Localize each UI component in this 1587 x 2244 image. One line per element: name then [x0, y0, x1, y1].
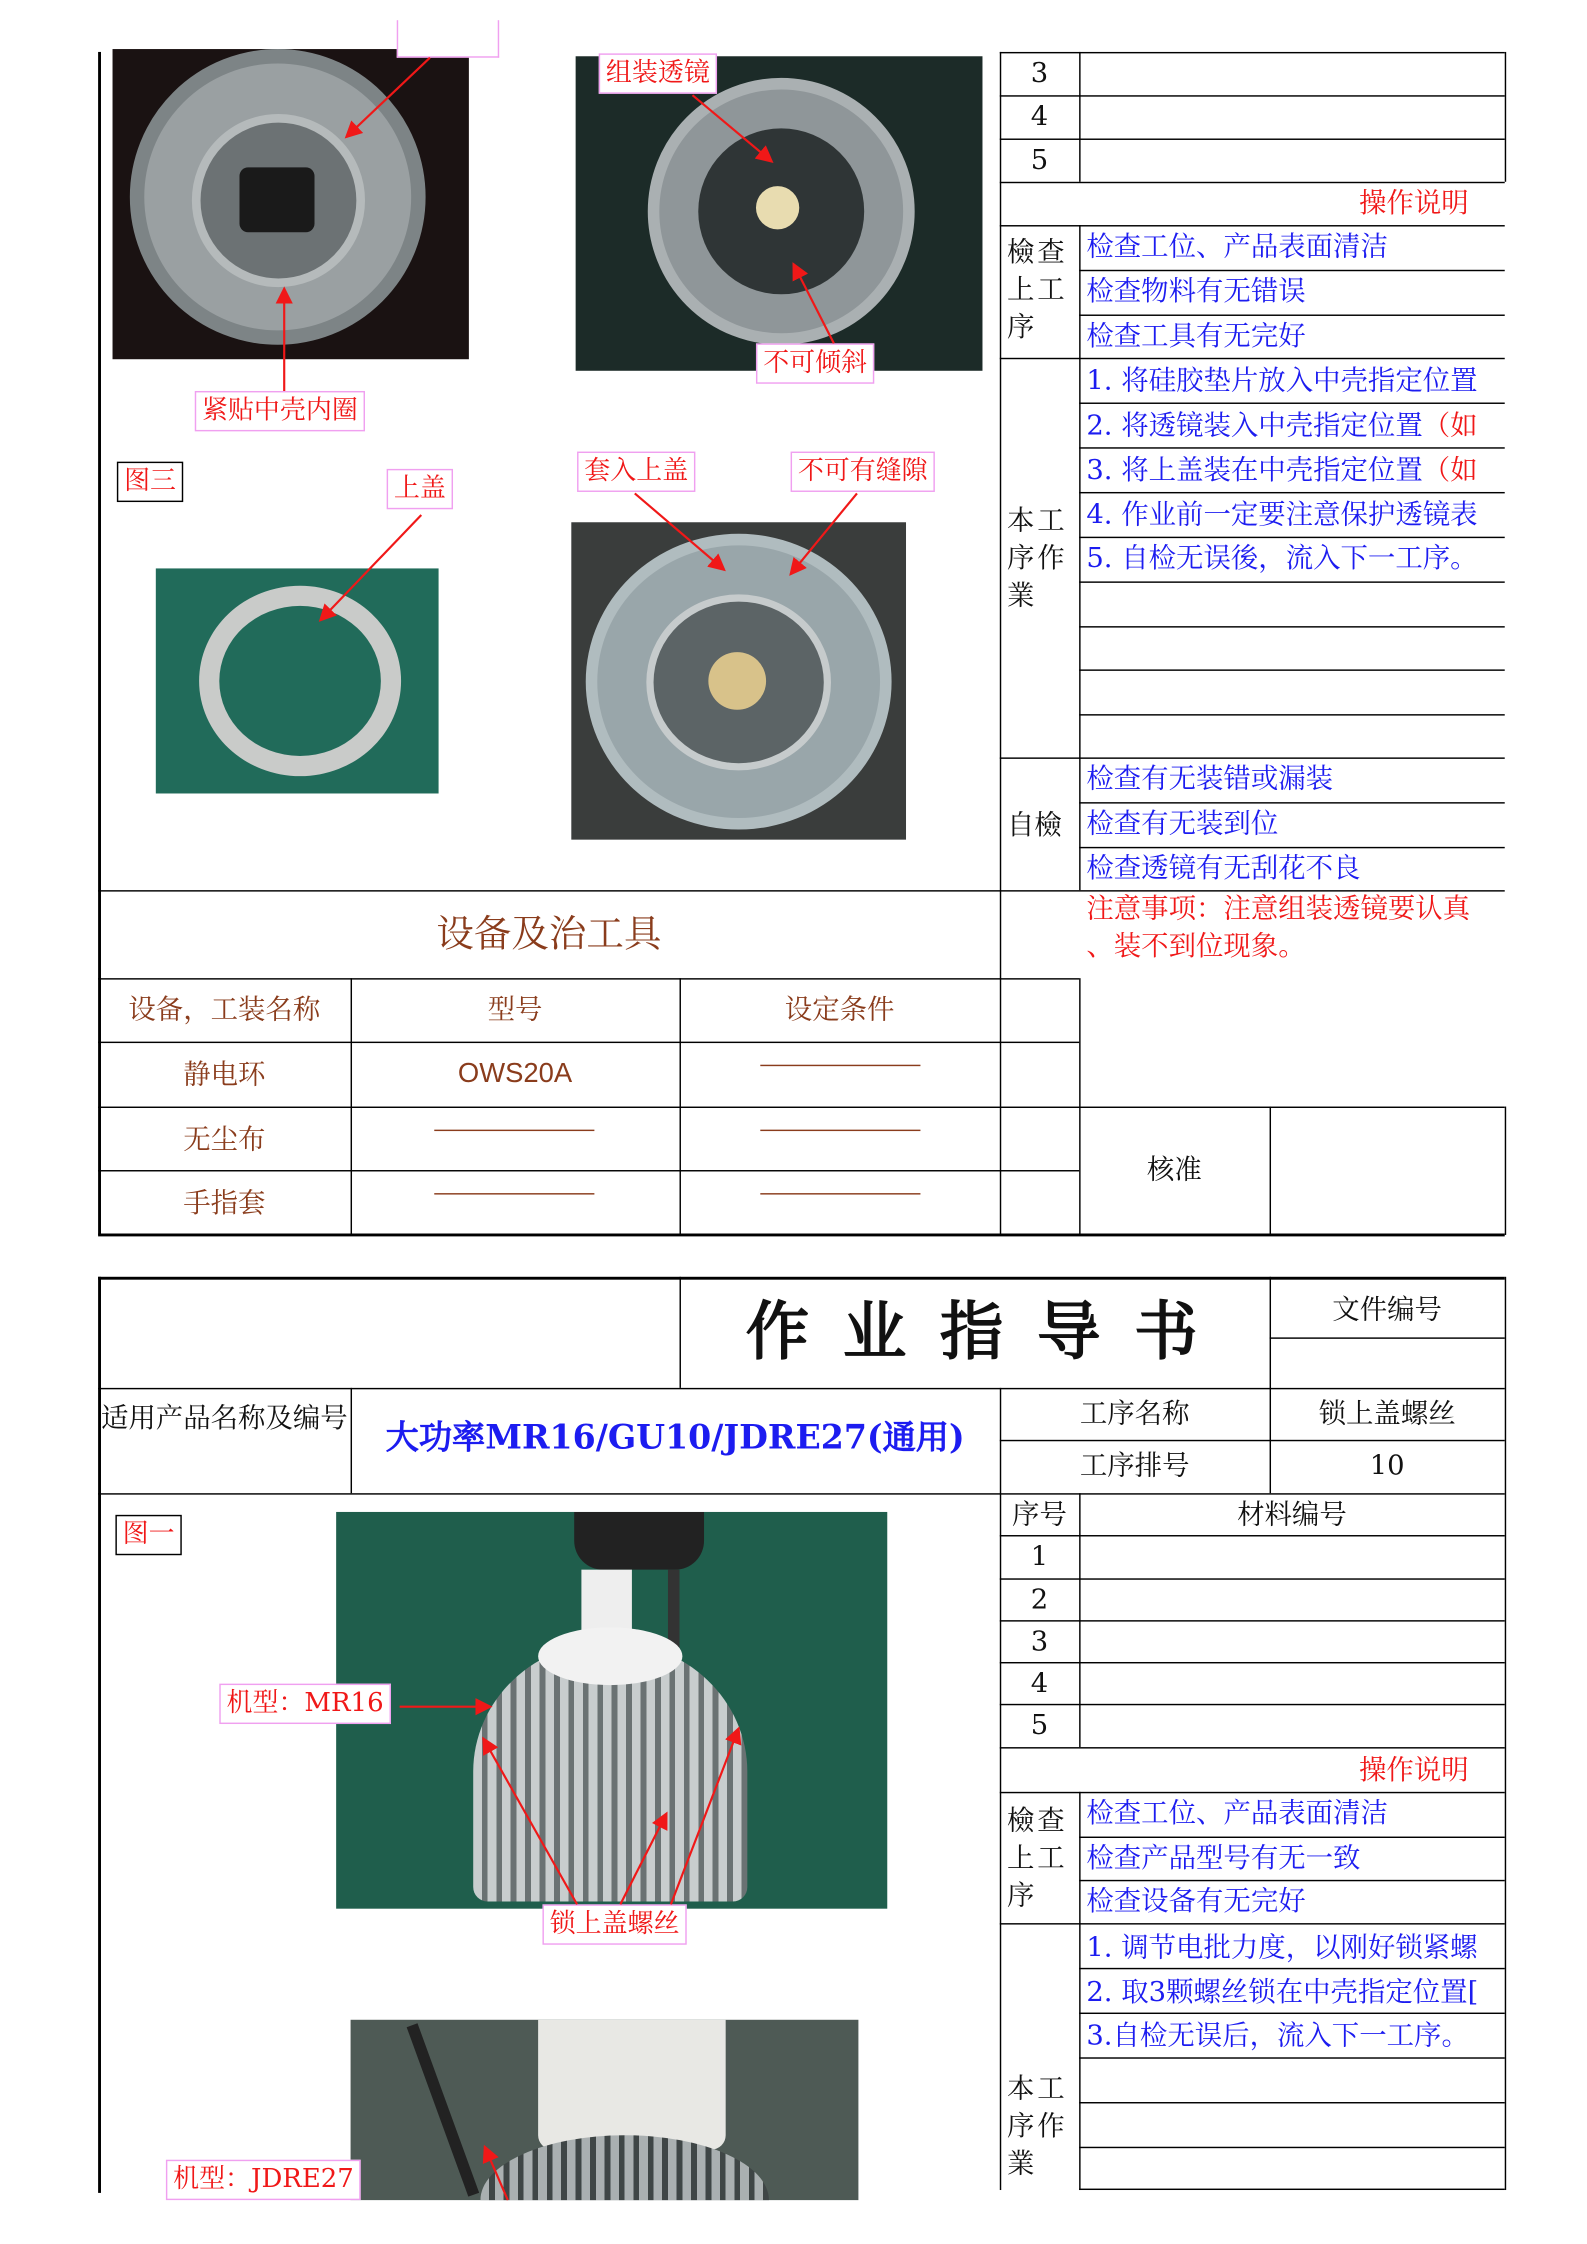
blank-dash — [434, 1130, 594, 1131]
equipment-name: 静电环 — [183, 1058, 266, 1091]
divider — [1079, 225, 1080, 890]
border — [98, 1277, 1505, 1280]
photo-mr16-screw — [336, 1512, 887, 1909]
equipment-header-name: 设备，工装名称 — [128, 994, 321, 1026]
self-check-item: 检查有无装错或漏装 — [1086, 763, 1334, 795]
divider — [1000, 1923, 1505, 1924]
equipment-name: 无尘布 — [183, 1123, 266, 1156]
callout-label-clipped — [397, 20, 499, 58]
divider — [1079, 626, 1505, 627]
divider — [1079, 1792, 1080, 2190]
divider — [1270, 1337, 1505, 1338]
equipment-title: 设备及治工具 — [436, 913, 662, 957]
work-item: 5. 自检无误後，流入下一工序。 — [1086, 542, 1478, 575]
divider — [1270, 1107, 1271, 1235]
figure-label: 图一 — [115, 1515, 181, 1555]
check-item: 检查工位、产品表面清洁 — [1086, 230, 1388, 263]
divider — [1505, 1107, 1506, 1235]
work-label: 本工序作業 — [1007, 504, 1068, 612]
process-name: 锁上盖螺丝 — [1318, 1397, 1456, 1430]
work-item: 2. 取3颗螺丝锁在中壳指定位置[ — [1086, 1976, 1479, 2009]
figure-label: 图三 — [117, 462, 183, 502]
doc-no-label: 文件编号 — [1332, 1294, 1442, 1326]
divider — [98, 1170, 1079, 1171]
material-row-num: 1 — [1030, 1540, 1049, 1573]
approve-label: 核准 — [1146, 1154, 1202, 1186]
divider — [1079, 714, 1505, 715]
divider — [1079, 2102, 1505, 2103]
callout-label: 锁上盖螺丝 — [542, 1904, 686, 1944]
document-title: 作 业 指 导 书 — [745, 1295, 1204, 1370]
callout-label: 不可有缝隙 — [791, 452, 935, 492]
equipment-header-setting: 设定条件 — [784, 994, 895, 1026]
material-row-num: 5 — [1030, 1709, 1049, 1742]
blank-dash — [760, 1065, 920, 1066]
divider — [1505, 1277, 1506, 2190]
equipment-header-model: 型号 — [487, 994, 543, 1026]
process-name-label: 工序名称 — [1079, 1397, 1190, 1430]
operation-header: 操作说明 — [1359, 1754, 1469, 1787]
work-item: 1. 将硅胶垫片放入中壳指定位置 — [1086, 365, 1478, 397]
material-header: 材料编号 — [1237, 1498, 1347, 1531]
divider — [1000, 52, 1001, 1235]
material-row-num: 2 — [1030, 1584, 1049, 1616]
callout-label: 机型：JDRE27 — [166, 2160, 361, 2200]
photo-middle-shell — [113, 49, 469, 359]
check-item: 检查产品型号有无一致 — [1086, 1842, 1361, 1875]
operation-header: 操作说明 — [1359, 187, 1469, 220]
equipment-name: 手指套 — [183, 1187, 266, 1220]
callout-label: 紧贴中壳内圈 — [195, 391, 365, 431]
blank-dash — [760, 1130, 920, 1131]
work-item: 4. 作业前一定要注意保护透镜表 — [1086, 499, 1478, 531]
work-item: 1. 调节电批力度，以刚好锁紧螺 — [1086, 1931, 1478, 1964]
self-check-label: 自檢 — [1007, 809, 1062, 842]
photo-top-cover — [156, 568, 439, 793]
photo-cover-fitted — [571, 522, 906, 839]
divider — [1000, 1440, 1505, 1441]
blank-dash — [760, 1193, 920, 1194]
divider — [1079, 1968, 1505, 1969]
callout-label: 上盖 — [387, 469, 453, 509]
border — [98, 1234, 1505, 1237]
blank-dash — [434, 1193, 594, 1194]
divider — [1079, 669, 1505, 670]
process-no: 10 — [1369, 1449, 1405, 1482]
work-item: 2. 将透镜装入中壳指定位置（如 — [1086, 409, 1478, 442]
divider — [1079, 52, 1080, 182]
callout-label: 组装透镜 — [599, 53, 717, 93]
process-no-label: 工序排号 — [1079, 1449, 1190, 1482]
work-label: 本工序作業 — [1007, 2073, 1068, 2180]
seq-header: 序号 — [1012, 1498, 1067, 1531]
divider — [1079, 2189, 1505, 2190]
check-prev-label: 檢查上工序 — [1007, 1804, 1068, 1912]
divider — [98, 1042, 1079, 1043]
divider — [1079, 581, 1505, 582]
check-prev-label: 檢查上工序 — [1007, 236, 1068, 344]
callout-label: 机型：MR16 — [219, 1684, 391, 1724]
material-row-num: 3 — [1030, 57, 1049, 90]
work-item: 3. 将上盖装在中壳指定位置（如 — [1086, 454, 1478, 487]
work-item: 3.自检无误后，流入下一工序。 — [1086, 2019, 1469, 2052]
photo-jdre27-screw — [351, 2020, 859, 2200]
divider — [1079, 978, 1080, 1235]
material-row-num: 4 — [1030, 1667, 1049, 1700]
notes-line: 注意事项：注意组装透镜要认真 — [1086, 893, 1471, 925]
divider — [1505, 52, 1506, 182]
check-item: 检查设备有无完好 — [1086, 1885, 1306, 1918]
product-name: 大功率MR16/GU10/JDRE27(通用) — [385, 1418, 965, 1458]
self-check-item: 检查透镜有无刮花不良 — [1086, 852, 1361, 885]
divider — [98, 978, 1079, 979]
check-item: 检查工具有无完好 — [1086, 320, 1306, 353]
equipment-model: OWS20A — [457, 1058, 573, 1090]
divider — [98, 1388, 1505, 1389]
check-item: 检查工位、产品表面清洁 — [1086, 1797, 1388, 1830]
material-row-num: 3 — [1030, 1625, 1049, 1658]
material-row-num: 4 — [1030, 100, 1049, 133]
check-item: 检查物料有无错误 — [1086, 275, 1306, 308]
self-check-item: 检查有无装到位 — [1086, 807, 1279, 840]
divider — [1079, 2057, 1505, 2058]
material-row-num: 5 — [1030, 144, 1049, 177]
product-label: 适用产品名称及编号 — [100, 1402, 348, 1435]
callout-label: 不可倾斜 — [756, 343, 874, 383]
photo-lens-assembly — [576, 56, 983, 371]
notes-line: 、装不到位现象。 — [1086, 930, 1306, 963]
divider — [98, 1107, 1505, 1108]
callout-label: 套入上盖 — [577, 452, 695, 492]
divider — [1079, 2147, 1505, 2148]
